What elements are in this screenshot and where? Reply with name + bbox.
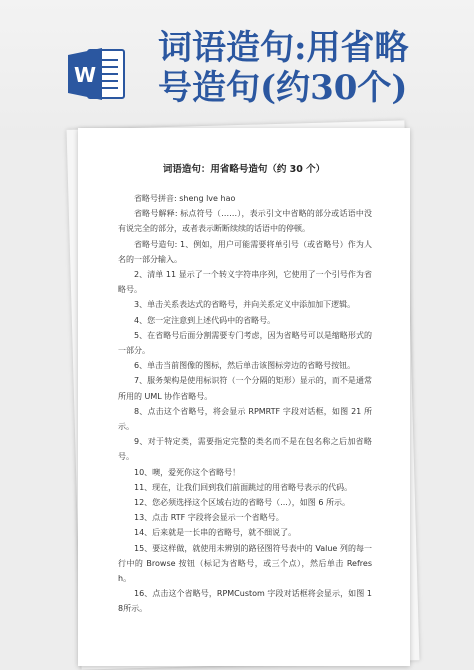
paragraph: 11、现在，让我们回到我们前面跳过的用省略号表示的代码。	[134, 482, 353, 492]
page-title-line-2: 号造句(约30个)	[158, 68, 408, 108]
paragraph: 12、您必须选择这个区域右边的省略号（...），如图 6 所示。	[134, 498, 350, 508]
paragraph: 省略号拼音: sheng lve hao	[134, 194, 236, 203]
paragraph: 3、单击关系表达式的省略号，并向关系定义中添加加下逻辑。	[134, 300, 356, 310]
header-banner	[0, 0, 474, 140]
logo-letter: W	[73, 63, 97, 87]
paragraph: 省略号造句: 1、例如，用户可能需要将单引号（或省略号）作为人名的一部分输入。	[118, 239, 372, 264]
document-page	[78, 128, 410, 666]
document-title: 词语造句：用省略号造句（约 30 个）	[162, 164, 326, 175]
page-title-line-1: 词语造句:用省略	[158, 28, 409, 68]
paragraph: 14、后来就是一长串的省略号，就不细说了。	[134, 528, 297, 538]
paragraph: 10、噢，爱死你这个省略号！	[134, 467, 241, 477]
paragraph: 9、对于特定类，需要指定完整的类名而不是在包名称之后加省略号。	[118, 437, 372, 462]
paragraph: 16、点击这个省略号，RPMCustom 字段对话框将会显示，如图 18所示。	[118, 589, 372, 614]
paragraph: 13、点击 RTF 字段将会显示一个省略号。	[134, 513, 284, 523]
paragraph: 4、您一定注意到上述代码中的省略号。	[134, 315, 276, 325]
paragraph: 7、服务架构是使用标识符（一个分隔的矩形）显示的，而不是通常所用的 UML 协作省略号。	[118, 376, 372, 401]
paragraph: 8、点击这个省略号，将会显示 RPMRTF 字段对话框，如图 21 所示。	[118, 406, 372, 432]
paragraph: 省略号解释: 标点符号（……），表示引文中省略的部分或话语中没有说完全的部分，或者表示断断续续的话语中的停顿。	[118, 209, 372, 234]
paragraph: 2、清单 11 显示了一个转义字符串序列，它使用了一个引号作为省略号。	[118, 270, 372, 295]
page-title	[158, 28, 468, 108]
word-document-icon	[66, 46, 126, 102]
paragraph: 6、单击当前图像的图标，然后单击该图标旁边的省略号按钮。	[134, 361, 356, 371]
paragraph: 5、在省略号后面分割需要专门考虑，因为省略号可以是缩略形式的一部分。	[118, 330, 372, 356]
paragraph: 15、要这样做，就使用未辨别的路径图符号表中的 Value 列的每一行中的 Browse 按钮（标记为省略号，或三个点），然后单击 Refresh。	[118, 543, 372, 584]
document-body	[118, 191, 372, 617]
